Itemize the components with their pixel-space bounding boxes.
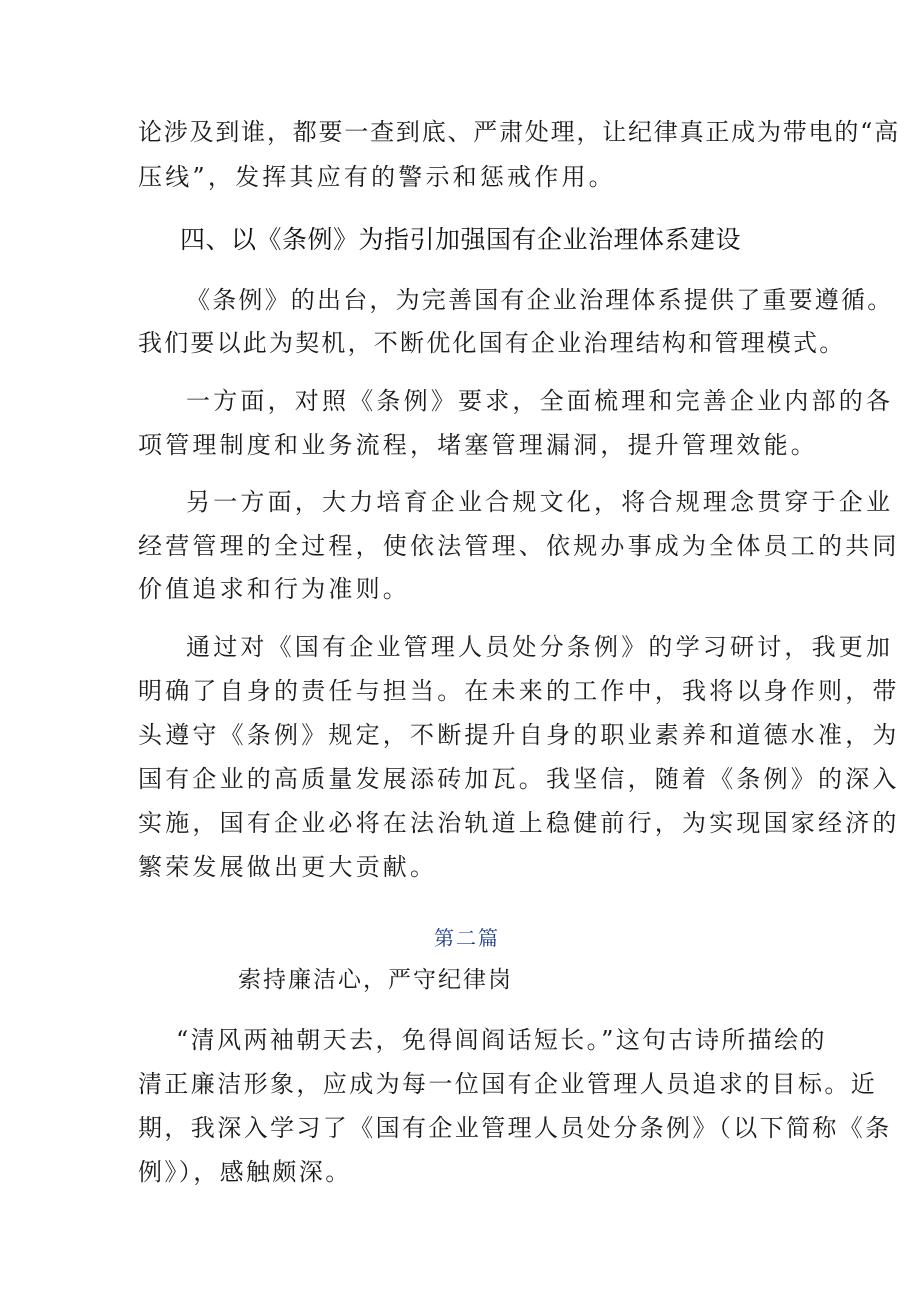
paragraph-3-line-3: 价值追求和行为准则。	[138, 575, 410, 603]
paragraph-5-line-1: “清风两袖朝天去，免得闾阎话短长。”这句古诗所描绘的	[176, 1026, 827, 1054]
intro-line-1: 论涉及到谁，都要一查到底、严肃处理，让纪律真正成为带电的“高	[138, 118, 900, 146]
paragraph-2-line-2: 项管理制度和业务流程，堵塞管理漏洞，提升管理效能。	[138, 431, 818, 459]
paragraph-5-line-2: 清正廉洁形象，应成为每一位国有企业管理人员追求的目标。近	[138, 1070, 878, 1098]
intro-line-2: 压线”，发挥其应有的警示和惩戒作用。	[138, 163, 616, 191]
paragraph-2-line-1: 一方面，对照《条例》要求，全面梳理和完善企业内部的各	[186, 387, 894, 415]
section-heading: 四、以《条例》为指引加强国有企业治理体系建设	[180, 225, 742, 254]
section-label: 第二篇	[434, 926, 500, 950]
article-subtitle: 索持廉洁心，严守纪律岗	[238, 967, 513, 993]
paragraph-4-line-2: 明确了自身的责任与担当。在未来的工作中，我将以身作则，带	[138, 677, 900, 705]
paragraph-5-line-4: 例》），感触颇深。	[138, 1158, 352, 1186]
paragraph-4-line-5: 实施，国有企业必将在法治轨道上稳健前行，为实现国家经济的	[138, 809, 900, 837]
paragraph-4-line-1: 通过对《国有企业管理人员处分条例》的学习研讨，我更加	[186, 633, 894, 661]
paragraph-1-line-1: 《条例》的出台，为完善国有企业治理体系提供了重要遵循。	[186, 286, 894, 314]
paragraph-5-line-3: 期，我深入学习了《国有企业管理人员处分条例》（以下简称《条	[138, 1114, 892, 1142]
paragraph-3-line-1: 另一方面，大力培育企业合规文化，将合规理念贯穿于企业	[186, 488, 894, 516]
paragraph-3-line-2: 经营管理的全过程，使依法管理、依规办事成为全体员工的共同	[138, 532, 900, 560]
paragraph-4-line-3: 头遵守《条例》规定，不断提升自身的职业素养和道德水准，为	[138, 721, 900, 749]
paragraph-4-line-6: 繁荣发展做出更大贡献。	[138, 853, 438, 881]
paragraph-4-line-4: 国有企业的高质量发展添砖加瓦。我坚信，随着《条例》的深入	[138, 765, 900, 793]
paragraph-1-line-2: 我们要以此为契机，不断优化国有企业治理结构和管理模式。	[138, 329, 846, 357]
